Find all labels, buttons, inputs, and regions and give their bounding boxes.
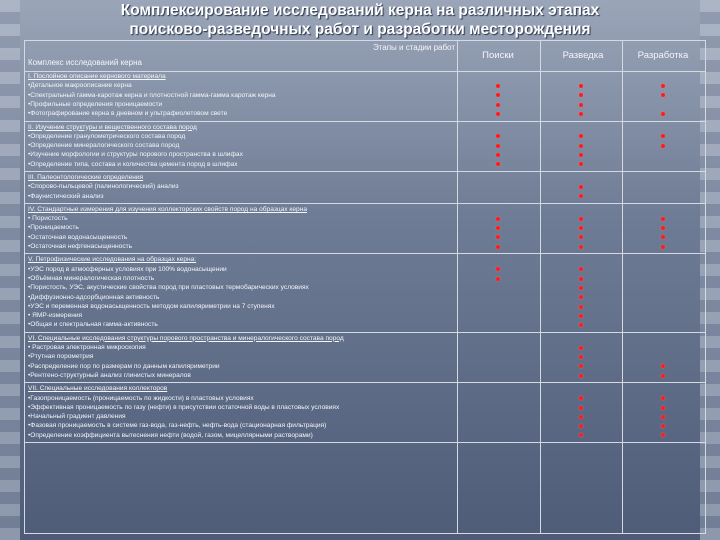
- method-item: •Диффузионно-адсорбционная активность: [28, 293, 160, 301]
- applicability-marker: [579, 185, 583, 189]
- applicability-marker: [579, 305, 583, 309]
- applicability-marker: [661, 415, 665, 419]
- applicability-marker: [661, 134, 665, 138]
- method-item: •Пористость, УЭС, акустические свойства пород при пластовых термобарических условиях: [28, 284, 309, 292]
- applicability-marker: [496, 153, 500, 157]
- method-item: •Ртутная порометрия: [28, 353, 94, 361]
- method-item: •Определение гранулометрического состава пород: [28, 132, 186, 140]
- section-title: V. Петрофизические исследования на образцах керна:: [28, 256, 197, 264]
- applicability-marker: [579, 84, 583, 88]
- applicability-marker: [496, 134, 500, 138]
- applicability-marker: [579, 267, 583, 271]
- table-section: [25, 254, 705, 332]
- applicability-marker: [579, 314, 583, 318]
- research-table: [24, 40, 706, 534]
- applicability-marker: [496, 235, 500, 239]
- method-item: •Остаточная нефтенасыщенность: [28, 243, 133, 251]
- method-item: •УЭС пород в атмосферных условиях при 100% водонасыщении: [28, 265, 227, 273]
- method-item: •Объёмная минералогическая плотность: [28, 274, 155, 282]
- applicability-marker: [496, 162, 500, 166]
- section-title: IV. Стандартные измерения для изучения коллекторских свойств пород на образцах керна: [28, 205, 308, 213]
- section-title: VII. Специальные исследования коллекторов: [28, 385, 168, 393]
- applicability-marker: [579, 374, 583, 378]
- applicability-marker: [661, 396, 665, 400]
- applicability-marker: [496, 245, 500, 249]
- applicability-marker: [496, 226, 500, 230]
- table-section: [25, 333, 705, 384]
- method-item: •Фазовая проницаемость в системе газ-вода, газ-нефть, нефть-вода (стационарная фильтрация): [28, 422, 327, 430]
- applicability-marker: [579, 194, 583, 198]
- applicability-marker: [661, 235, 665, 239]
- applicability-marker: [496, 112, 500, 116]
- method-item: • ЯМР-измерения: [28, 312, 83, 320]
- method-item: •Проницаемость: [28, 224, 79, 232]
- table-section: [25, 172, 705, 204]
- method-item: •Спорово-пыльцевой (палинологический) анализ: [28, 183, 179, 191]
- applicability-marker: [579, 364, 583, 368]
- method-item: • Пористость: [28, 215, 68, 223]
- method-item: •Детальное макроописание керна: [28, 82, 132, 90]
- section-title: III. Палеонтологические определения: [28, 174, 144, 181]
- applicability-marker: [661, 424, 665, 428]
- method-item: •Рентгено-структурный анализ глинистых минералов: [28, 371, 191, 379]
- column-header-search: Поиски: [482, 50, 514, 61]
- applicability-marker: [579, 217, 583, 221]
- column-header-development: Разработка: [637, 50, 689, 61]
- method-item: •Определение типа, состава и количества цемента пород в шлифах: [28, 160, 238, 168]
- applicability-marker: [661, 84, 665, 88]
- applicability-marker: [579, 144, 583, 148]
- applicability-marker: [496, 93, 500, 97]
- table-section: [25, 122, 705, 173]
- applicability-marker: [661, 93, 665, 97]
- method-item: •Эффективная проницаемость по газу (нефти) в присутствии остаточной воды в пластовых условиях: [28, 403, 340, 411]
- table-section: [25, 383, 705, 443]
- method-item: •Определение коэффициента вытеснения нефти (водой, газом, мицеллярными растворами): [28, 431, 313, 439]
- applicability-marker: [496, 267, 500, 271]
- method-item: •Остаточная водонасыщенность: [28, 233, 128, 241]
- applicability-marker: [661, 144, 665, 148]
- section-title: II. Изучение структуры и вещественного состава пород: [28, 123, 197, 131]
- applicability-marker: [579, 226, 583, 230]
- table-section: [25, 71, 705, 122]
- section-title: VI. Специальные исследования структуры порового пространства и минералогического состава пород: [28, 334, 344, 342]
- stages-header-label: Этапы и стадии работ: [372, 43, 455, 52]
- left-decor-stripe: [0, 0, 20, 540]
- applicability-marker: [496, 217, 500, 221]
- applicability-marker: [661, 217, 665, 221]
- applicability-marker: [579, 245, 583, 249]
- slide-title: [40, 1, 680, 39]
- applicability-marker: [579, 355, 583, 359]
- applicability-marker: [661, 374, 665, 378]
- applicability-marker: [579, 286, 583, 290]
- applicability-marker: [579, 323, 583, 327]
- section-title: I. Послойное описание кернового материала: [28, 73, 166, 80]
- applicability-marker: [661, 226, 665, 230]
- complex-header-label: Комплекс исследований керна: [28, 58, 142, 67]
- title-line-2: поисково-разведочных работ и разработки месторождения: [129, 21, 591, 38]
- applicability-marker: [579, 112, 583, 116]
- method-item: •Определение минералогического состава пород: [28, 142, 180, 150]
- applicability-marker: [579, 235, 583, 239]
- applicability-marker: [579, 424, 583, 428]
- applicability-marker: [661, 364, 665, 368]
- applicability-marker: [579, 346, 583, 350]
- method-item: •Фаунистический анализ: [28, 192, 104, 200]
- method-item: •Спектральный гамма-каротаж керна и плотностной гамма-гамма каротаж керна: [28, 91, 276, 99]
- applicability-marker: [661, 406, 665, 410]
- applicability-marker: [661, 433, 665, 437]
- method-item: • Растровая электронная микроскопия: [28, 344, 146, 352]
- table-section: [25, 204, 705, 255]
- method-item: •Изучение морфологии и структуры порового пространства в шлифах: [28, 151, 243, 159]
- applicability-marker: [579, 415, 583, 419]
- method-item: •Фотографирование керна в дневном и ультрафиолетовом свете: [28, 110, 228, 118]
- applicability-marker: [579, 162, 583, 166]
- applicability-marker: [579, 396, 583, 400]
- applicability-marker: [579, 295, 583, 299]
- applicability-marker: [579, 277, 583, 281]
- applicability-marker: [496, 103, 500, 107]
- method-item: •Газопроницаемость (проницаемость по жидкости) в пластовых условиях: [28, 394, 254, 402]
- applicability-marker: [496, 144, 500, 148]
- method-item: •Общая и спектральная гамма-активность: [28, 321, 158, 329]
- applicability-marker: [579, 153, 583, 157]
- applicability-marker: [579, 134, 583, 138]
- applicability-marker: [496, 84, 500, 88]
- title-line-1: Комплексирование исследований керна на различных этапах: [120, 2, 600, 19]
- table-header: [25, 41, 705, 72]
- applicability-marker: [661, 245, 665, 249]
- method-item: •Распределение пор по размерам по данным капиляриметрии: [28, 362, 220, 370]
- method-item: •Начальный градиент давления: [28, 413, 126, 421]
- applicability-marker: [661, 112, 665, 116]
- applicability-marker: [579, 103, 583, 107]
- applicability-marker: [579, 406, 583, 410]
- applicability-marker: [579, 93, 583, 97]
- column-header-exploration: Разведка: [562, 50, 604, 61]
- method-item: •Профильные определения проницаемости: [28, 100, 163, 108]
- applicability-marker: [579, 433, 583, 437]
- applicability-marker: [496, 277, 500, 281]
- method-item: •УЭС и переменная водонасыщенность методом капиляриметрии на 7 ступенях: [28, 302, 275, 310]
